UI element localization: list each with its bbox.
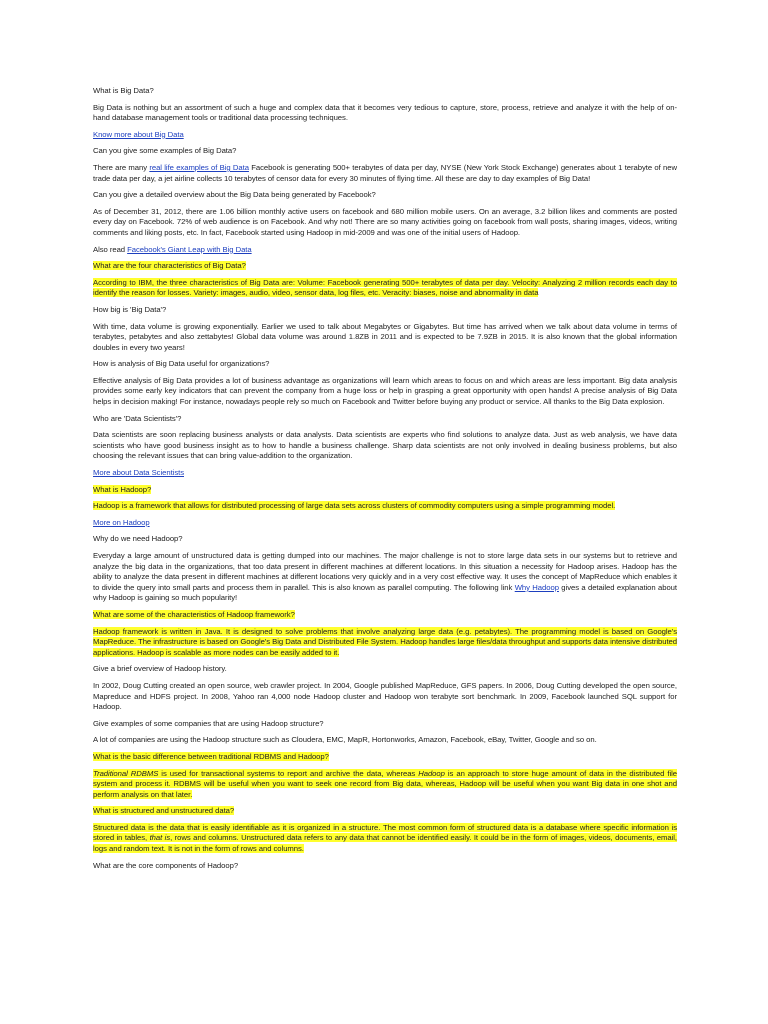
answer-analysis-useful: Effective analysis of Big Data provides a lot of business advantage as organizations will learn which areas to focus on and which areas are less important. Big data analysis provides some early key indicators that can prevent the company from a huge loss or help in grasping a great opportunity with open hands! A precise analysis of Big Data helps in decision making! For instance, nowadays people rely so much on Facebook and Twitter before buying any product or service. All thanks to the Big Data explosion. — [93, 375, 677, 407]
question-core-components: What are the core components of Hadoop? — [93, 860, 239, 870]
highlighted-text: What is Hadoop? — [93, 484, 152, 494]
answer-data-scientists: Data scientists are soon replacing business analysts or data analysts. Data scientists are experts who find solutions to analyze data. Just as web analysis, we have data scientists who have good business insight as to how to handle a business challenge. Sharp data scientists are not only involved in dealing business problems, but also choosing the relevant issues that can bring value-addition to the organization. — [93, 430, 677, 461]
highlighted-text: According to IBM, the three characteristics of Big Data are: Volume: Facebook generating 500+ terabytes of data per day. Velocity: Analyzing 2 million records each day to identify the reason for losses. Variety: images, audio, video, sensor data, log files, etc. Veracity: biases, noise and abnormality in data — [93, 277, 677, 298]
highlighted-text: What is the basic difference between traditional RDBMS and Hadoop? — [93, 751, 329, 761]
answer-rdbms-vs-hadoop — [93, 769, 677, 801]
question-companies-using-hadoop: Give examples of some companies that are using Hadoop structure? — [93, 718, 324, 728]
answer-text: is an approach to store huge amount of data in the distributed file system and process it. RDBMS will be useful when you want to seek one record from Big data, whereas, Hadoop will be useful when you want Big data in one shot and perform analysis on that later. — [93, 768, 677, 799]
question-rdbms-vs-hadoop — [93, 752, 677, 763]
question-analysis-useful: How is analysis of Big Data useful for organizations? — [93, 359, 270, 369]
answer-text: is used for transactional systems to report and archive the data, whereas — [158, 768, 419, 778]
answer-structured-unstructured — [93, 823, 677, 855]
question-hadoop-characteristics — [93, 610, 677, 621]
answer-four-characteristics — [93, 278, 677, 299]
highlighted-text: What are the four characteristics of Big Data? — [93, 261, 246, 271]
link-facebook-giant-leap[interactable]: Facebook's Giant Leap with Big Data — [127, 244, 252, 254]
question-structured-unstructured — [93, 806, 677, 817]
highlighted-text — [93, 823, 677, 853]
highlighted-text: What are some of the characteristics of Hadoop framework? — [93, 609, 295, 619]
question-data-scientists: Who are 'Data Scientists'? — [93, 413, 182, 423]
answer-companies-using-hadoop: A lot of companies are using the Hadoop structure such as Cloudera, EMC, MapR, Hortonworks, Amazon, Facebook, eBay, Twitter, Google and so on. — [93, 735, 597, 745]
highlighted-text: What is structured and unstructured data? — [93, 806, 235, 816]
also-read-label: Also read — [93, 244, 128, 254]
answer-examples-big-data — [93, 163, 677, 184]
question-hadoop-history: Give a brief overview of Hadoop history. — [93, 664, 227, 674]
emphasis-that-is: that is — [149, 833, 171, 843]
answer-what-is-big-data: Big Data is nothing but an assortment of such a huge and complex data that it becomes very tedious to capture, store, process, retrieve and analyze it with the help of on-hand database management tools or traditional data processing techniques. — [93, 102, 677, 123]
link-know-more-big-data[interactable]: Know more about Big Data — [93, 129, 184, 139]
answer-why-hadoop — [93, 551, 677, 604]
answer-text: Everyday a large amount of unstructured data is getting dumped into our machines. The major challenge is not to store large data sets in our systems but to retrieve and analyze the big data in the organizations, that too data present in different machines at different locations. In this situation a necessity for Hadoop arises. Hadoop has the ability to analyze the data present in different machines at different locations very quickly and in a very cost effective way. It uses the concept of MapReduce which enables it to divide the query into small parts and process them in parallel. This is also known as parallel computing. The following link — [93, 551, 677, 592]
question-examples-big-data: Can you give some examples of Big Data? — [93, 146, 237, 156]
answer-text: , rows and columns. Unstructured data refers to any data that cannot be identified easily. It could be in the form of images, videos, documents, email, logs and random text. It is not in the form of rows and columns. — [93, 833, 677, 854]
highlighted-text — [93, 769, 677, 799]
answer-facebook-overview: As of December 31, 2012, there are 1.06 billion monthly active users on facebook and 680 million mobile users. On an average, 3.2 billion likes and comments are posted every day on Facebook. 72% of web audience is on Facebook. And why not! There are so many activities going on facebook from wall posts, sharing images, videos, writing comments and liking posts, etc. In fact, Facebook started using Hadoop in mid-2009 and was one of the initial users of Hadoop. — [93, 206, 677, 237]
highlighted-text: Hadoop framework is written in Java. It is designed to solve problems that involve analyzing large data (e.g. petabytes). The programming model is based on Google's MapReduce. The infrastructure is based on Google's Big Data and Distributed File System. Hadoop handles large files/data throughput and supports data intensive distributed applications. Hadoop is scalable as more nodes can be easily added to it. — [93, 626, 677, 657]
emphasis-hadoop: Hadoop — [418, 768, 445, 778]
question-why-hadoop: Why do we need Hadoop? — [93, 534, 183, 544]
document-body — [93, 86, 677, 877]
question-facebook-overview: Can you give a detailed overview about the Big Data being generated by Facebook? — [93, 190, 376, 200]
answer-hadoop-history: In 2002, Doug Cutting created an open source, web crawler project. In 2004, Google published MapReduce, GFS papers. In 2006, Doug Cutting developed the open source, Mapreduce and HDFS project. In 2008, Yahoo ran 4,000 node Hadoop cluster and Hadoop won terabyte sort benchmark. In 2009, Facebook launched SQL support for Hadoop. — [93, 680, 677, 712]
question-what-is-hadoop — [93, 485, 677, 496]
question-how-big: How big is 'Big Data'? — [93, 304, 167, 314]
question-four-characteristics — [93, 261, 677, 272]
answer-hadoop-characteristics — [93, 627, 677, 659]
answer-text: Structured data is the data that is easily identifiable as it is organized in a structure. The most common form of structured data is a database where specific information is stored in tables, — [93, 822, 677, 843]
link-why-hadoop[interactable]: Why Hadoop — [514, 582, 559, 592]
answer-how-big: With time, data volume is growing exponentially. Earlier we used to talk about Megabytes or Gigabytes. But time has arrived when we talk about data volume in terms of terabytes, petabytes and also zettabytes! Global data volume was around 1.8ZB in 2011 and is expected to be 7.9ZB in 2015. It is also known that the global information doubles in every two years! — [93, 321, 677, 352]
also-read-line — [93, 245, 677, 256]
answer-what-is-hadoop — [93, 501, 677, 512]
answer-text: Facebook is generating 500+ terabytes of data per day, NYSE (New York Stock Exchange) generates about 1 terabyte of new trade data per day, a jet airline collects 10 terabytes of censor data for every 30 minutes of flying time. All these are day to day examples of Big Data! — [93, 162, 677, 183]
highlighted-text: Hadoop is a framework that allows for distributed processing of large data sets across clusters of commodity computers using a simple programming model. — [93, 501, 616, 511]
answer-text: gives a detailed explanation about why Hadoop is gaining so much popularity! — [93, 582, 677, 603]
link-real-life-examples[interactable]: real life examples of Big Data — [149, 162, 249, 172]
emphasis-traditional-rdbms: Traditional RDBMS — [93, 768, 159, 778]
link-more-on-hadoop[interactable]: More on Hadoop — [93, 517, 150, 527]
answer-text: There are many — [93, 162, 150, 172]
link-more-data-scientists[interactable]: More about Data Scientists — [93, 468, 184, 478]
question-what-is-big-data: What is Big Data? — [93, 86, 154, 95]
